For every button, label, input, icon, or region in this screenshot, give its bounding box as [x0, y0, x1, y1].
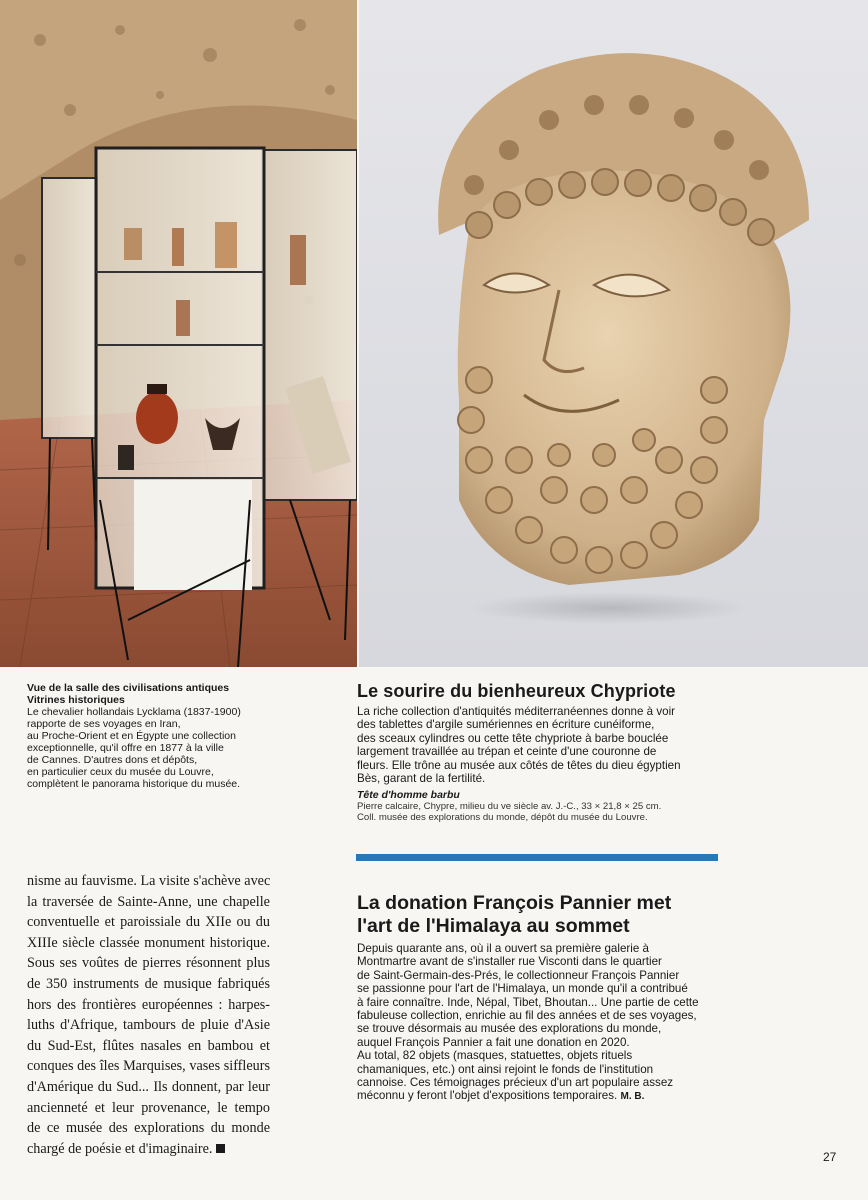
- body-line: XIIIe siècle classée monument historique.: [27, 934, 270, 951]
- caption-line: en particulier ceux du musée du Louvre,: [27, 766, 214, 778]
- body-line-final: [357, 1089, 721, 1103]
- body-line: de 350 instruments de musique fabriqués: [27, 975, 270, 992]
- artwork-label-title: Tête d'homme barbu: [357, 789, 460, 801]
- caption-line: exceptionnelle, qu'il offre en 1877 à la ville: [27, 742, 224, 754]
- artwork-label-line: Coll. musée des explorations du monde, dépôt du musée du Louvre.: [357, 812, 648, 823]
- body-line: La riche collection d'antiquités méditerranéennes donne à voir: [357, 705, 676, 718]
- body-line: hors des frontières européennes : harpes-: [27, 996, 270, 1013]
- body-line: chamaniques, etc.) ont ainsi rejoint le fonds de l'institution: [357, 1062, 654, 1076]
- body-line: nisme au fauvisme. La visite s'achève avec: [27, 873, 271, 889]
- caption-line: rapporte de ses voyages en Iran,: [27, 718, 181, 730]
- artwork-label: [357, 789, 719, 823]
- body-line: se trouve désormais au musée des explorations du monde,: [357, 1022, 662, 1036]
- caption-line: de Cannes. D'autres dons et dépôts,: [27, 754, 198, 766]
- body-line: fleurs. Elle trône au musée aux côtés de têtes du dieu égyptien: [357, 758, 681, 772]
- cypriot-head-photo: [359, 0, 868, 667]
- body-line: de Saint-Germain-des-Prés, le collectionneur François Pannier: [357, 968, 680, 982]
- smile-article-title: Le sourire du bienheureux Chypriote: [357, 681, 676, 701]
- artwork-label-line: Pierre calcaire, Chypre, milieu du ve siècle av. J.-C., 33 × 21,8 × 25 cm.: [357, 801, 662, 812]
- body-line: chargé de poésie et d'imaginaire.: [27, 1140, 213, 1157]
- gallery-photo: [0, 0, 357, 667]
- page-number: 27: [823, 1150, 837, 1164]
- caption-line: au Proche-Orient et en Égypte une collection: [27, 730, 236, 742]
- body-line: Montmartre avant de s'installer rue Visconti dans le quartier: [357, 955, 662, 969]
- pannier-article-body: [357, 942, 721, 1104]
- body-line: largement travaillée au trépan et ceinte d'une couronne de: [357, 745, 657, 759]
- body-line: des sceaux cylindres ou cette tête chypriote à barbe bouclée: [357, 731, 669, 745]
- body-line: cannoise. Ces témoignages précieux d'un art populaire assez: [357, 1076, 674, 1090]
- body-line: conventuelle et paroissiale du XIIe ou du: [27, 914, 270, 931]
- caption-title: Vue de la salle des civilisations antiques: [27, 682, 230, 694]
- body-line: d'Amérique du Sud... Ils donnent, par leur: [27, 1078, 270, 1095]
- body-line: fabuleuse collection, enrichie au fil des années et de ses voyages,: [357, 1009, 697, 1023]
- body-line-final: [27, 1139, 270, 1160]
- body-line: ancienneté et leur provenance, le tempo: [27, 1099, 270, 1116]
- body-line: de ce musée des explorations du monde: [27, 1120, 270, 1137]
- body-line: luths d'Afrique, tambours de pluie d'Asie: [27, 1017, 270, 1034]
- gallery-caption: [27, 682, 327, 790]
- author-signature: M. B.: [620, 1091, 645, 1103]
- caption-subtitle: Vitrines historiques: [27, 694, 125, 706]
- body-line: Au total, 82 objets (masques, statuettes, objets rituels: [357, 1049, 633, 1063]
- body-line: se passionne pour l'art de l'Himalaya, un monde qu'il a contribué: [357, 982, 688, 996]
- pannier-article-title: [357, 892, 717, 937]
- section-divider: [356, 854, 718, 861]
- body-line: à faire connaître. Inde, Népal, Tibet, Bhoutan... Une partie de cette: [357, 995, 699, 1009]
- body-column: [27, 871, 270, 1159]
- caption-line: Le chevalier hollandais Lycklama (1837-1900): [27, 706, 241, 718]
- body-line: auquel François Pannier a fait une donation en 2020.: [357, 1035, 630, 1049]
- end-mark-square: [216, 1144, 225, 1153]
- body-line: Depuis quarante ans, où il a ouvert sa première galerie à: [357, 942, 649, 955]
- body-line: du Sud-Est, flûtes nasales en bambou et: [27, 1037, 270, 1054]
- body-line: Sous ses voûtes de pierres résonnent plus: [27, 955, 270, 972]
- smile-article-body: [357, 705, 719, 785]
- body-line: méconnu y feront l'objet d'expositions temporaires.: [357, 1089, 618, 1103]
- title-line: l'art de l'Himalaya au sommet: [357, 914, 630, 937]
- title-line: La donation François Pannier met: [357, 892, 672, 914]
- body-line: des tablettes d'argile sumériennes en écriture cunéiforme,: [357, 718, 655, 732]
- body-line: conques des îles Marquises, vases siffleurs: [27, 1058, 270, 1075]
- body-line: Bès, garant de la fertilité.: [357, 772, 486, 786]
- body-line: la traversée de Sainte-Anne, une chapelle: [27, 893, 270, 910]
- caption-line: complètent le panorama historique du musée.: [27, 778, 241, 790]
